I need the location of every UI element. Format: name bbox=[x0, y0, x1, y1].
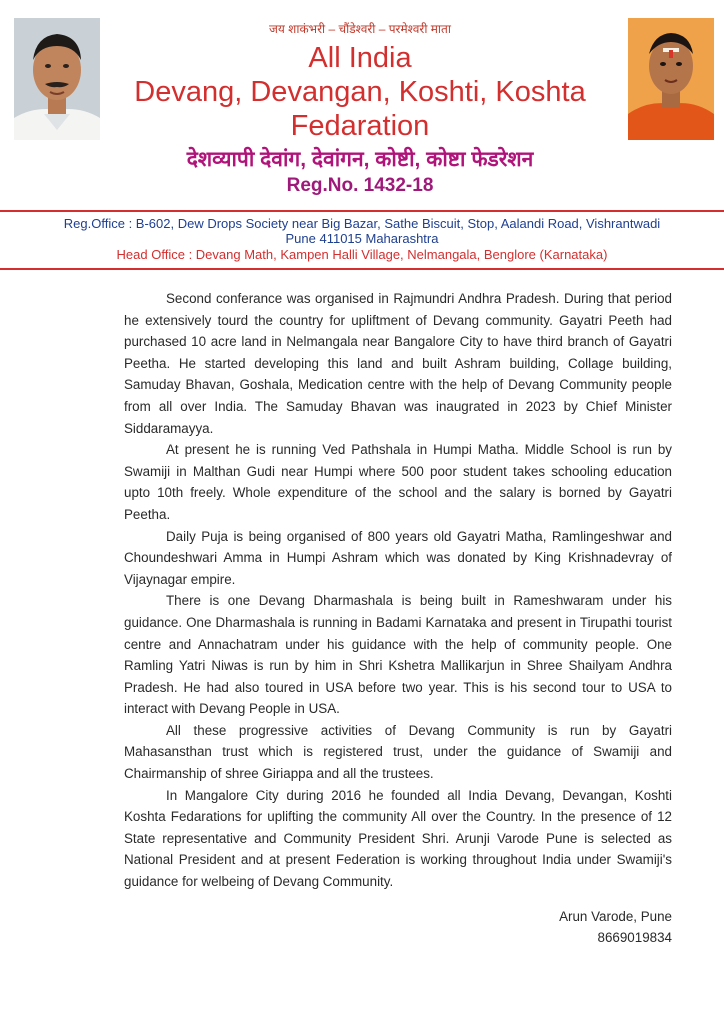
paragraph: All these progressive activities of Devang Community is run by Gayatri Mahasansthan trust which is registered trust, under the guidance of Swamiji and Chairmanship of shree Giriappa and all the trustees. bbox=[124, 722, 672, 782]
title-line-2: Devang, Devangan, Koshti, Koshta bbox=[134, 76, 586, 108]
left-portrait-photo bbox=[14, 18, 100, 140]
devotional-tagline: जय शाकंभरी – चौंडेश्वरी – परमेश्वरी माता bbox=[268, 22, 451, 36]
title-line-3: Fedaration bbox=[290, 110, 430, 142]
paragraph: Second conferance was organised in Rajmundri Andhra Pradesh. During that period he extensively tourd the country for upliftment of Devang community. Gayatri Peeth had purchased 10 acre land in Nelmangala near Bangalore City to have third branch of Gayatri Peetha. He started developing this land and built Ashram building, Collage building, Samuday Bhavan, Goshala, Medication centre with the help of Devang Community people from all over India. The Samuday Bhavan was inaugrated in 2023 by Chief Minister Siddaramayya. bbox=[124, 291, 672, 436]
top-divider-line bbox=[0, 210, 724, 212]
office-addresses bbox=[10, 216, 714, 262]
signatory-name: Arun Varode, Pune bbox=[559, 909, 672, 924]
paragraph: There is one Devang Dharmashala is being built in Rameshwaram under his guidance. One Dharmashala is running in Badami Karnataka and present in Tirupathi tourist centre and Annachatram under his guidance with the help of community people. One Ramling Yatri Niwas is run by him in Shri Kshetra Mallikarjun in Shree Shailyam Andhra Pradesh. He had also toured in USA before two year. This is his second tour to USA to interact with Devang People in USA. bbox=[124, 593, 672, 717]
letterhead-header bbox=[100, 14, 620, 197]
letter-body bbox=[124, 288, 672, 893]
reg-office-line-2: Pune 411015 Maharashtra bbox=[285, 231, 439, 246]
reg-office-line-1: Reg.Office : B-602, Dew Drops Society near Big Bazar, Sathe Biscuit, Stop, Aalandi Road, Vishrantwadi bbox=[63, 216, 661, 231]
head-office-line: Head Office : Devang Math, Kampen Halli Village, Nelmangala, Benglore (Karnataka) bbox=[116, 247, 608, 262]
man-portrait-image bbox=[14, 18, 100, 140]
bottom-divider-line bbox=[0, 268, 724, 270]
signatory-phone: 8669019834 bbox=[597, 930, 672, 945]
paragraph: At present he is running Ved Pathshala in Humpi Matha. Middle School is run by Swamiji in Malthan Gudi near Humpi where 500 poor student takes schooling education upto 10th freely. Whole expenditure of the school and the salary is borned by Gayatri Peetha. bbox=[124, 442, 672, 522]
paragraph: Daily Puja is being organised of 800 years old Gayatri Matha, Ramlingeshwar and Choundeshwari Amma in Humpi Ashram which was donated by King Krishnadevray of Vijaynagar empire. bbox=[124, 528, 672, 587]
hindi-title: देशव्यापी देवांग, देवांगन, कोष्टी, कोष्टा फेडरेशन bbox=[186, 148, 534, 171]
title-line-1: All India bbox=[308, 42, 412, 74]
paragraph: In Mangalore City during 2016 he founded all India Devang, Devangan, Koshti Koshta Fedarations for uplifting the community All over the Country. In the presence of 12 State representative and Community President Shri. Arunji Varode Pune is selected as National President and at present Federation is working throughout India under Swamiji's guidance for welbeing of Devang Community. bbox=[124, 787, 672, 890]
signature-block bbox=[559, 906, 672, 948]
right-portrait-photo bbox=[628, 18, 714, 140]
registration-number: Reg.No. 1432-18 bbox=[286, 175, 434, 196]
swamiji-portrait-image bbox=[628, 18, 714, 140]
